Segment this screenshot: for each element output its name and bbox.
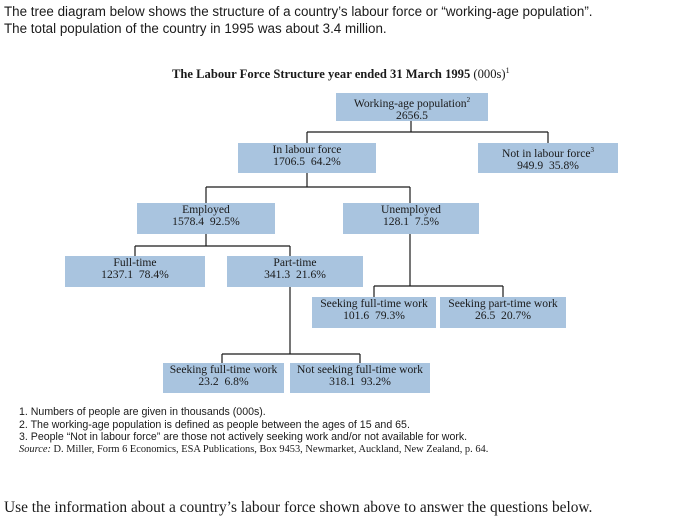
node-in-labour-label: In labour force xyxy=(272,143,342,156)
intro-line-2: The total population of the country in 1995 was about 3.4 million. xyxy=(4,21,387,36)
node-part-time-seeking-full-time xyxy=(163,363,284,393)
node-part-time xyxy=(227,256,363,287)
node-part-time-not-seeking-full-time xyxy=(290,363,430,393)
node-unemployed-value: 128.1 7.5% xyxy=(382,215,440,228)
node-in-labour-force xyxy=(238,143,376,173)
node-not-labour-value: 949.9 35.8% xyxy=(517,158,579,172)
node-seek-part-value: 26.5 20.7% xyxy=(474,309,532,322)
node-full-time xyxy=(65,256,205,287)
node-seeking-full-time xyxy=(312,297,436,328)
node-part-time-label: Part-time xyxy=(273,256,317,269)
source-text: D. Miller, Form 6 Economics, ESA Publications, Box 9453, Newmarket, Auckland, New Zealand, p. 64. xyxy=(50,443,489,455)
node-part-time-value: 341.3 21.6% xyxy=(264,268,326,281)
node-pt-not-seek-value: 318.1 93.2% xyxy=(329,375,391,388)
footnote-2: 2. The working-age population is defined as people between the ages of 15 and 65. xyxy=(19,418,410,431)
node-pt-seek-full-value: 23.2 6.8% xyxy=(198,375,249,388)
node-unemployed-label: Unemployed xyxy=(381,203,441,216)
intro-line-1: The tree diagram below shows the structure of a country’s labour force or “working-age population”. xyxy=(4,4,593,19)
node-working-age-label: Working-age population xyxy=(353,96,467,110)
node-pt-not-seek-label: Not seeking full-time work xyxy=(297,363,423,376)
source-label: Source: xyxy=(19,443,51,455)
node-full-time-label: Full-time xyxy=(113,256,157,269)
question-instructions: Use the information about a country’s labour force shown above to answer the questions below. xyxy=(4,499,593,516)
footnote-1: 1. Numbers of people are given in thousands (000s). xyxy=(19,406,266,418)
node-seek-part-label: Seeking part-time work xyxy=(448,297,558,310)
node-not-labour-footnote-mark: 3 xyxy=(590,146,595,154)
footnote-3: 3. People “Not in labour force” are those not actively seeking work and/or not available for work. xyxy=(19,431,468,443)
node-in-labour-value: 1706.5 64.2% xyxy=(273,155,341,168)
node-working-age-population xyxy=(336,93,488,121)
node-working-age-footnote-mark: 2 xyxy=(466,96,471,104)
diagram-title-unit: (000s) xyxy=(473,67,506,82)
footnotes xyxy=(19,406,488,456)
node-unemployed xyxy=(343,203,479,234)
node-employed xyxy=(137,203,275,234)
node-employed-value: 1578.4 92.5% xyxy=(172,215,240,228)
node-full-time-value: 1237.1 78.4% xyxy=(101,268,169,281)
diagram-title-main: The Labour Force Structure year ended 31 March 1995 xyxy=(172,67,471,82)
node-not-labour-label: Not in labour force xyxy=(501,146,591,160)
node-not-in-labour-force xyxy=(478,143,618,173)
node-seek-full-value: 101.6 79.3% xyxy=(343,309,405,322)
diagram-title-footnote-mark: 1 xyxy=(505,66,510,75)
node-pt-seek-full-label: Seeking full-time work xyxy=(169,363,278,376)
node-seek-full-label: Seeking full-time work xyxy=(320,297,428,310)
node-seeking-part-time xyxy=(440,297,566,328)
node-employed-label: Employed xyxy=(182,203,230,216)
source-citation xyxy=(19,444,488,457)
node-working-age-value: 2656.5 xyxy=(396,108,428,122)
